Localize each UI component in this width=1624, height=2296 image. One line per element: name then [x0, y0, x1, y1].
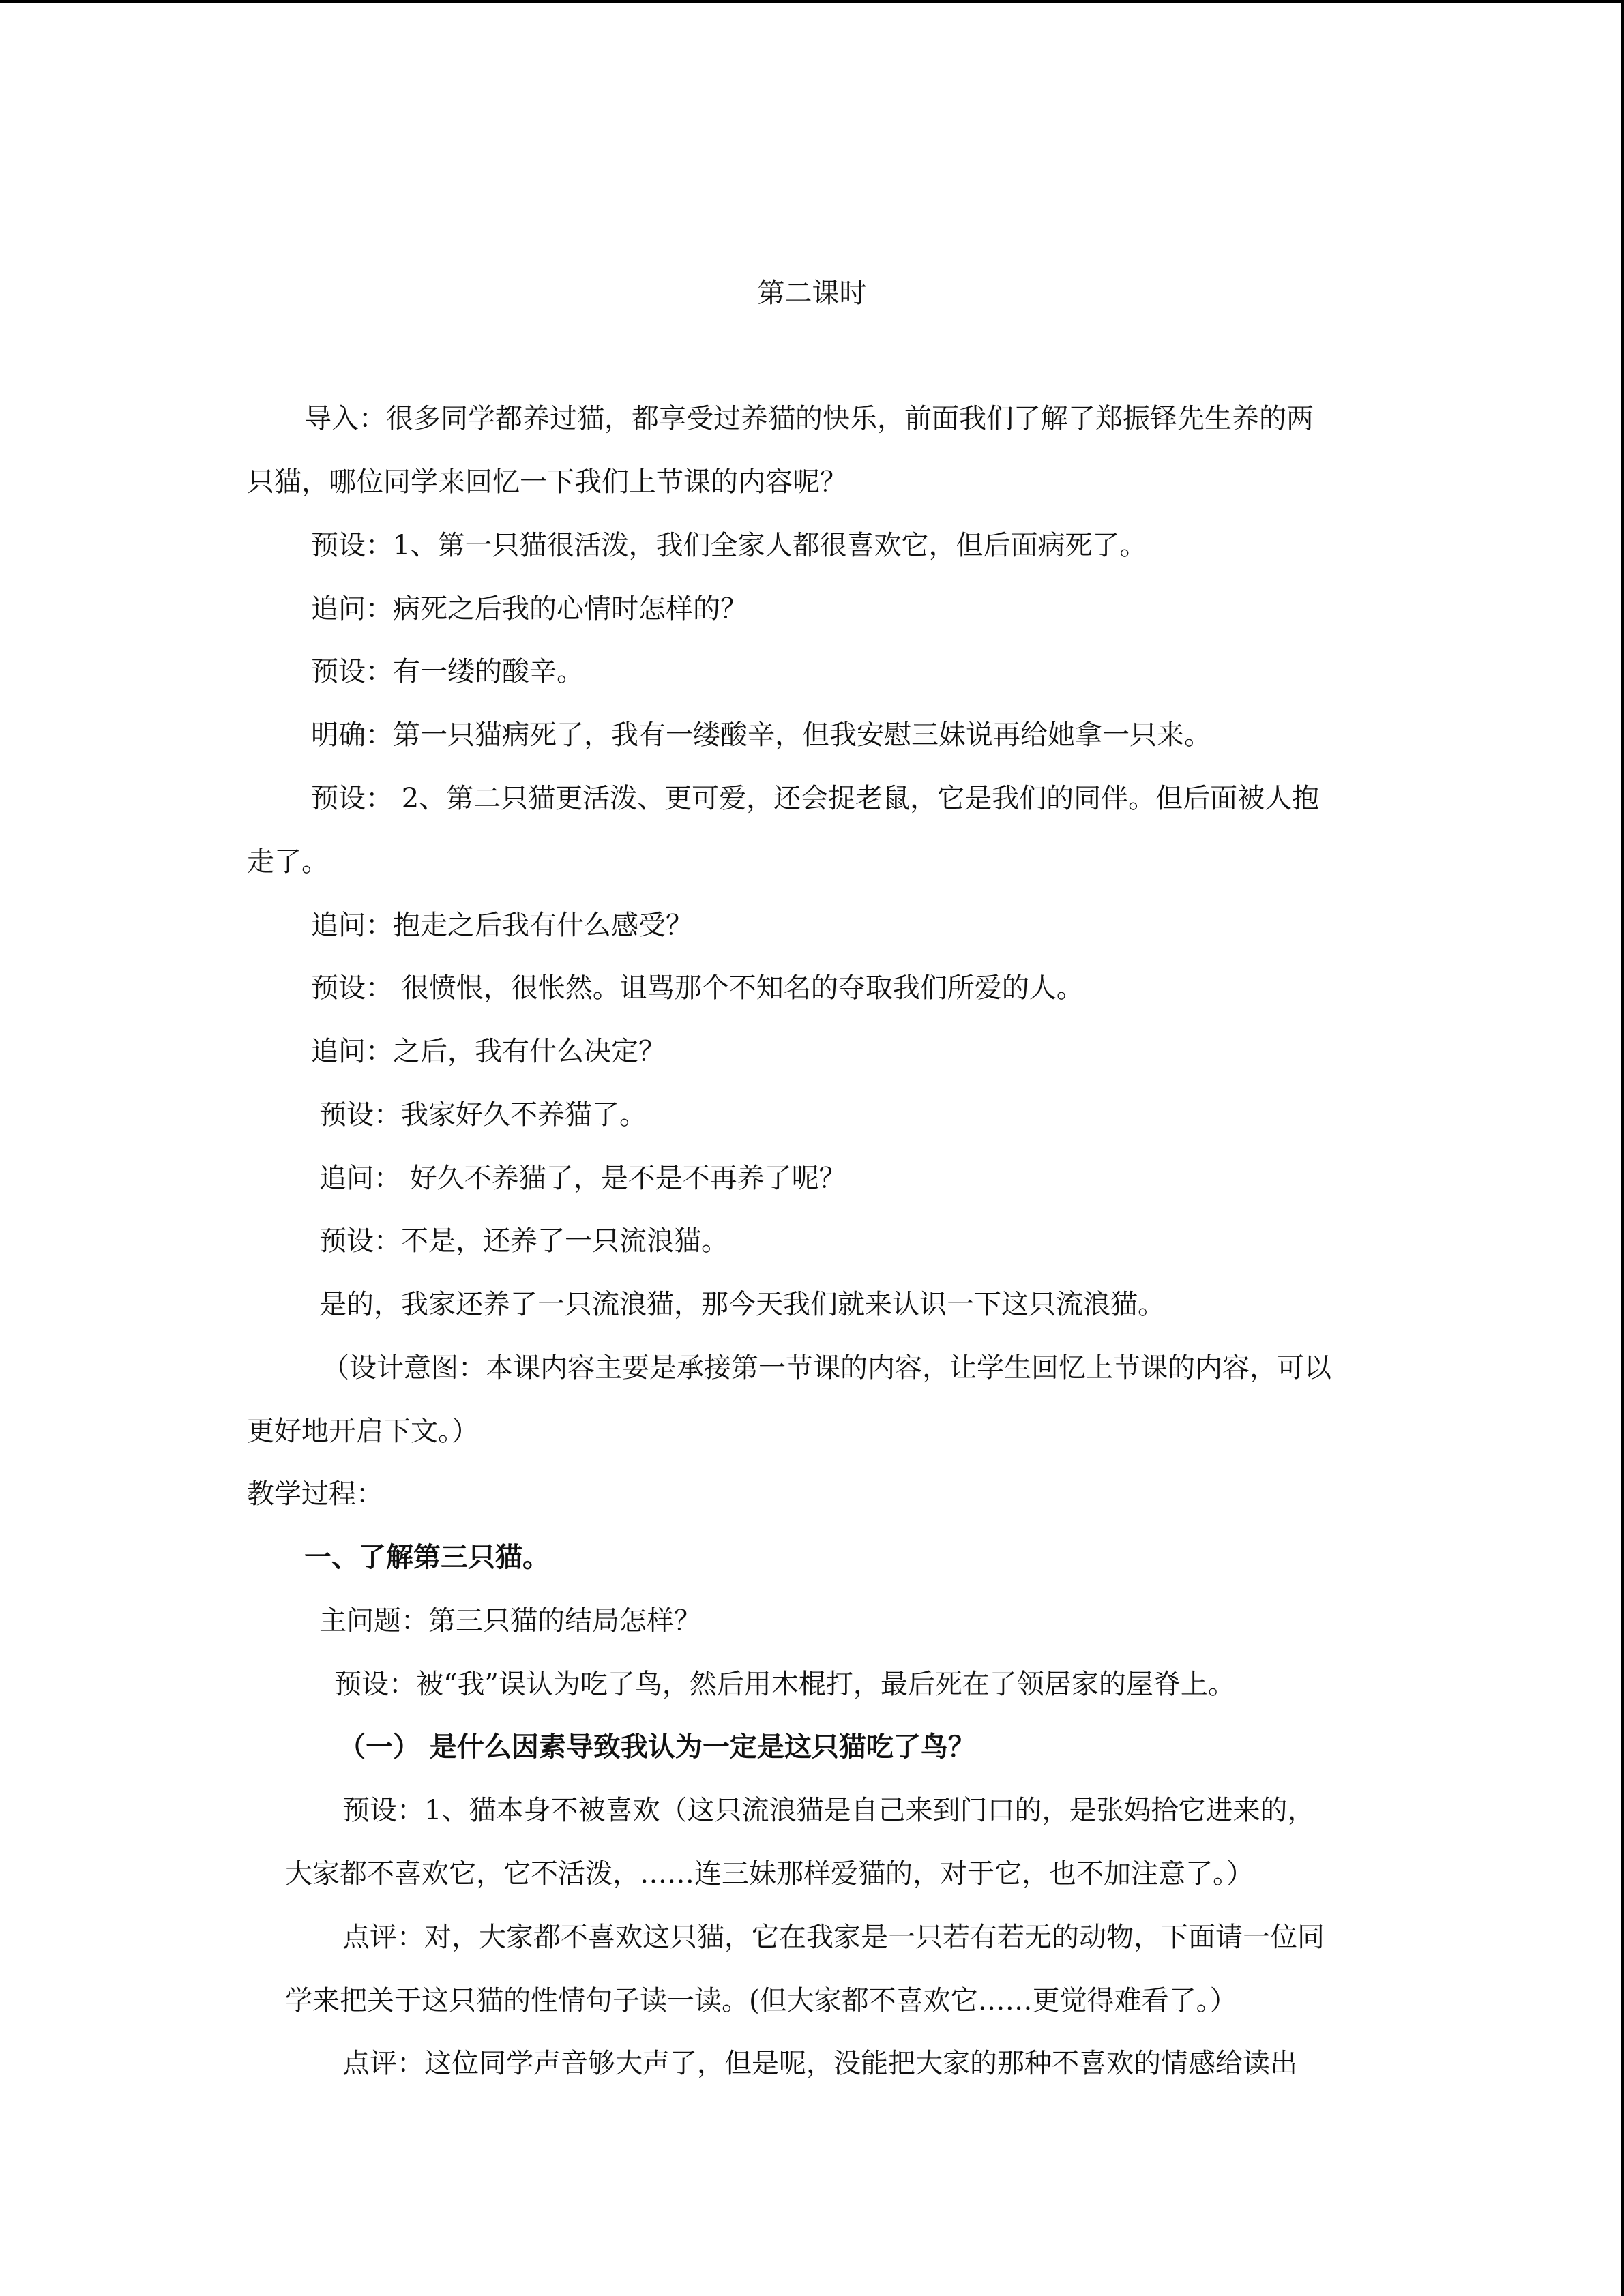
paragraph-line: 预设：我家好久不养猫了。 — [319, 1099, 647, 1131]
paragraph-line: 只猫，哪位同学来回忆一下我们上节课的内容呢？ — [247, 466, 847, 498]
paragraph-line: 主问题：第三只猫的结局怎样？ — [319, 1605, 701, 1637]
paragraph-line: 追问：之后，我有什么决定？ — [311, 1036, 666, 1067]
section-heading: 一、了解第三只猫。 — [304, 1541, 550, 1573]
paragraph-line: 学来把关于这只猫的性情句子读一读。(但大家都不喜欢它……更觉得难看了。） — [285, 1985, 1237, 2016]
paragraph-line: 点评：对，大家都不喜欢这只猫，它在我家是一只若有若无的动物，下面请一位同 — [342, 1922, 1325, 1953]
page-border-top — [0, 0, 1624, 3]
paragraph-line: 追问：抱走之后我有什么感受？ — [311, 910, 693, 941]
paragraph-line: 预设：不是，还养了一只流浪猫。 — [319, 1225, 728, 1257]
paragraph-line: 是的，我家还养了一只流浪猫，那今天我们就来认识一下这只流浪猫。 — [319, 1289, 1165, 1320]
paragraph-line: 走了。 — [247, 846, 329, 878]
paragraph-line: 更好地开启下文。） — [247, 1416, 479, 1447]
section-label: 教学过程： — [247, 1478, 383, 1510]
paragraph-line: 预设：被“我”误认为吃了鸟，然后用木棍打，最后死在了领居家的屋脊上。 — [334, 1669, 1235, 1700]
paragraph-line: 明确：第一只猫病死了，我有一缕酸辛，但我安慰三妹说再给她拿一只来。 — [311, 719, 1211, 751]
paragraph-line: （设计意图：本课内容主要是承接第一节课的内容，让学生回忆上节课的内容，可以 — [322, 1352, 1331, 1384]
paragraph-line: 追问：病死之后我的心情时怎样的？ — [311, 593, 748, 625]
paragraph-line: 预设：1、第一只猫很活泼，我们全家人都很喜欢它，但后面病死了。 — [311, 530, 1147, 561]
paragraph-line: 预设：1、猫本身不被喜欢（这只流浪猫是自己来到门口的，是张妈拾它进来的， — [342, 1795, 1315, 1826]
page-border-right — [1621, 0, 1624, 2296]
subsection-heading: （一） 是什么因素导致我认为一定是这只猫吃了鸟？ — [338, 1731, 975, 1763]
paragraph-line: 大家都不喜欢它，它不活泼，……连三妹那样爱猫的，对于它，也不加注意了。） — [285, 1858, 1254, 1890]
paragraph-line: 预设： 很愤恨，很怅然。诅骂那个不知名的夺取我们所爱的人。 — [311, 972, 1084, 1004]
paragraph-line: 点评：这位同学声音够大声了，但是呢，没能把大家的那种不喜欢的情感给读出 — [342, 2048, 1297, 2079]
paragraph-line: 预设： 2、第二只猫更活泼、更可爱，还会捉老鼠，它是我们的同伴。但后面被人抱 — [311, 783, 1320, 814]
paragraph-line: 导入：很多同学都养过猫，都享受过养猫的快乐，前面我们了解了郑振铎先生养的两 — [304, 403, 1314, 434]
paragraph-line: 预设：有一缕的酸辛。 — [311, 656, 584, 687]
paragraph-line: 追问： 好久不养猫了，是不是不再养了呢？ — [319, 1163, 846, 1194]
page-title: 第二课时 — [757, 278, 867, 309]
